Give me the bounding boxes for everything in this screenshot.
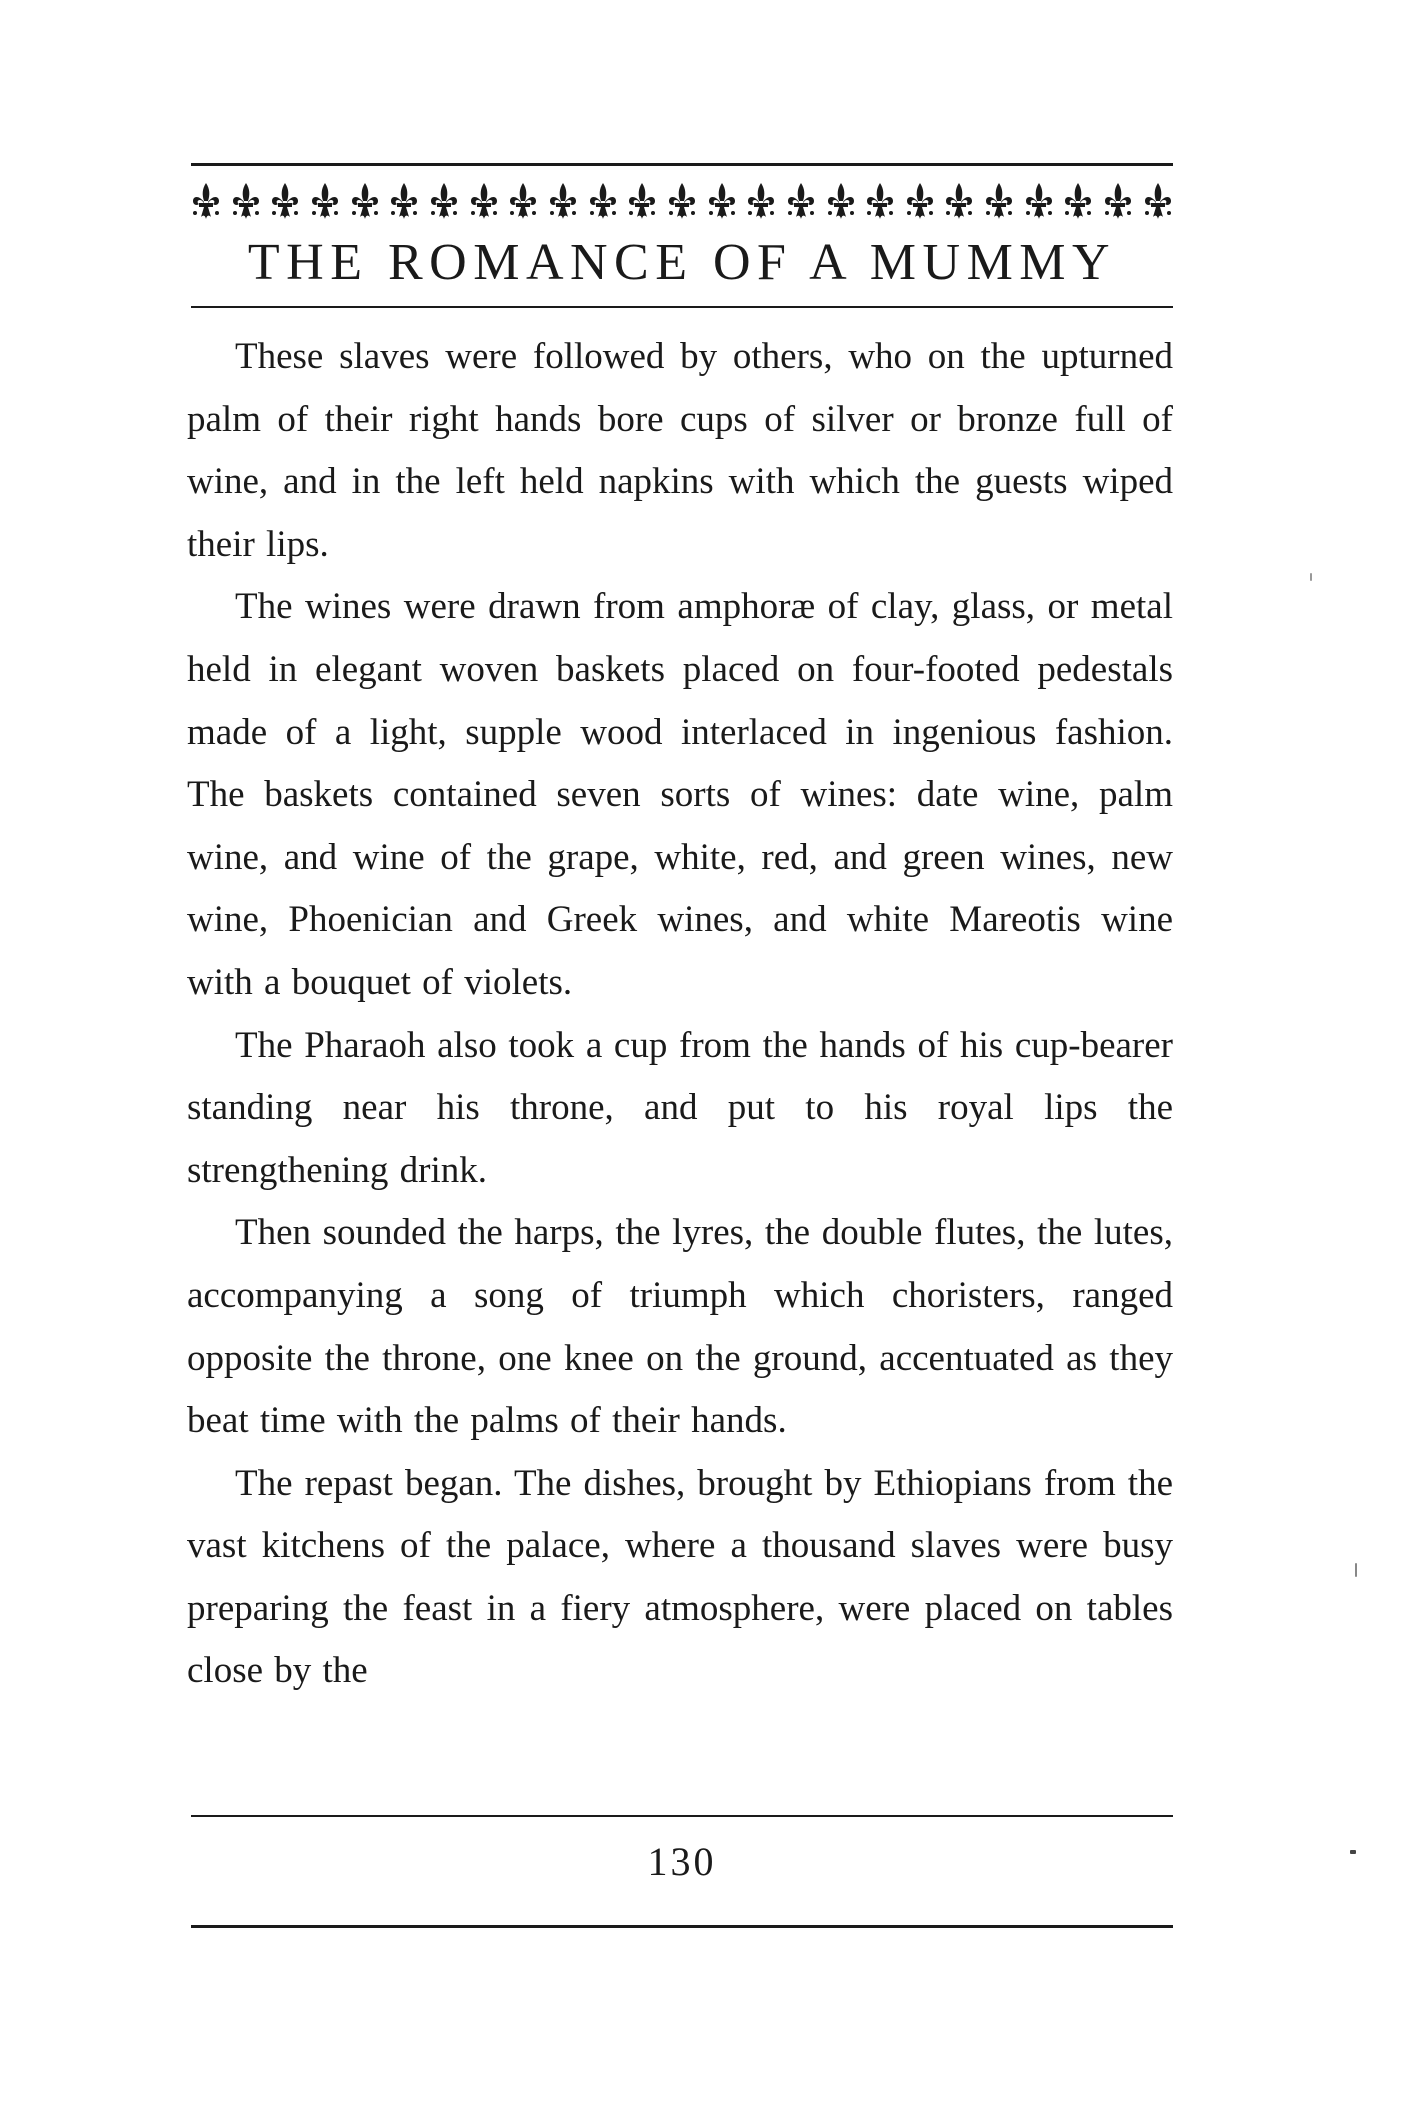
fleuron-ornament-row (191, 174, 1173, 230)
scan-speck (1350, 1850, 1356, 1854)
paragraph: Then sounded the harps, the lyres, the double flutes, the lutes, accompanying a song of triumph which choristers, ranged opposite the throne, one knee on the ground, accentuated as they beat time with the palms of their hands. (187, 1212, 1173, 1442)
fleur-de-lis-icon (231, 181, 261, 223)
scan-speck (1355, 1563, 1357, 1577)
fleur-de-lis-icon (667, 181, 697, 223)
fleur-de-lis-icon (746, 181, 776, 223)
fleur-de-lis-icon (786, 181, 816, 223)
fleur-de-lis-icon (310, 181, 340, 223)
fleur-de-lis-icon (588, 181, 618, 223)
paragraph: The wines were drawn from amphoræ of clay, glass, or metal held in elegant woven baskets placed on four-footed pedestals made of a light, supple wood interlaced in ingenious fashion. The baskets contained seven sorts of wines: date wine, palm wine, and wine of the grape, white, red, and green wines, new wine, Phoenician and Greek wines, and white Mareotis wine with a bouquet of violets. (187, 586, 1173, 1003)
fleur-de-lis-icon (1143, 181, 1173, 223)
fleur-de-lis-icon (389, 181, 419, 223)
footer-top-rule (191, 1815, 1173, 1817)
fleur-de-lis-icon (469, 181, 499, 223)
body-text (187, 326, 1173, 1703)
fleur-de-lis-icon (826, 181, 856, 223)
fleur-de-lis-icon (944, 181, 974, 223)
fleur-de-lis-icon (191, 181, 221, 223)
fleur-de-lis-icon (548, 181, 578, 223)
fleur-de-lis-icon (905, 181, 935, 223)
paragraph: These slaves were followed by others, who on the upturned palm of their right hands bore cups of silver or bronze full of wine, and in the left held napkins with which the guests wiped their lips. (187, 336, 1173, 565)
fleur-de-lis-icon (508, 181, 538, 223)
paragraph: The Pharaoh also took a cup from the hands of his cup-bearer standing near his throne, and put to his royal lips the strengthening drink. (187, 1024, 1173, 1191)
fleur-de-lis-icon (984, 181, 1014, 223)
fleur-de-lis-icon (1024, 181, 1054, 223)
fleur-de-lis-icon (350, 181, 380, 223)
fleur-de-lis-icon (1063, 181, 1093, 223)
paragraph: The repast began. The dishes, brought by Ethiopians from the vast kitchens of the palace, where a thousand slaves were busy preparing the feast in a fiery atmosphere, were placed on tables close by the (187, 1462, 1173, 1692)
fleur-de-lis-icon (865, 181, 895, 223)
fleur-de-lis-icon (627, 181, 657, 223)
running-head: THE ROMANCE OF A MUMMY (247, 234, 1117, 291)
fleur-de-lis-icon (429, 181, 459, 223)
footer-bottom-rule (191, 1925, 1173, 1928)
fleur-de-lis-icon (1103, 181, 1133, 223)
header-bottom-rule (191, 306, 1173, 308)
page-number: 130 (647, 1839, 717, 1884)
header-top-rule (191, 163, 1173, 166)
fleur-de-lis-icon (707, 181, 737, 223)
scan-speck (1310, 573, 1312, 581)
fleur-de-lis-icon (270, 181, 300, 223)
